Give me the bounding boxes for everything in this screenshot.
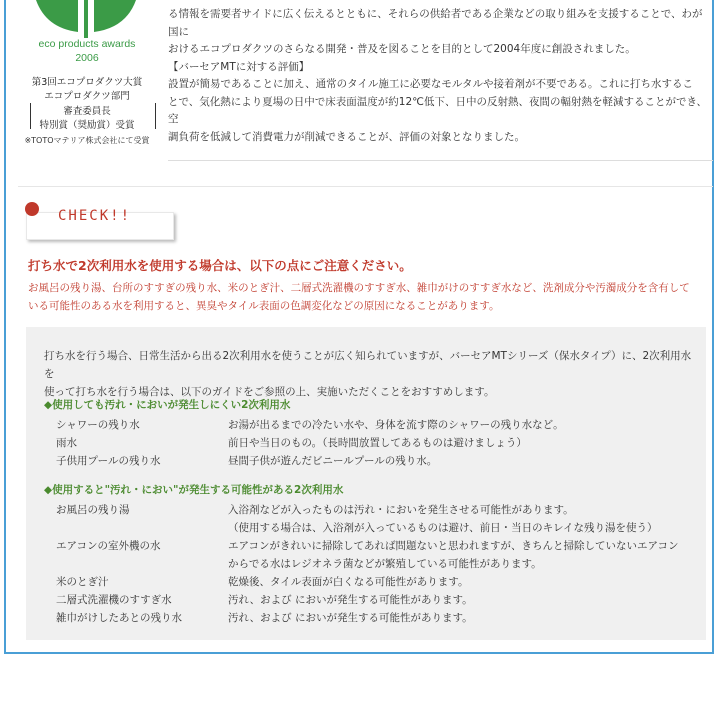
evaluation-heading: 【バーセアMTに対する評価】 bbox=[168, 60, 310, 73]
warning-line: お風呂の残り湯、台所のすすぎの残り水、米のとぎ汁、二層式洗濯機のすすぎ水、雑巾がけのすすぎ水など、洗剤成分や汚濁成分を含有して bbox=[28, 282, 690, 294]
desc-line: 前日や当日のもの。（長時間放置してあるものは避けましょう） bbox=[228, 437, 527, 449]
water-desc bbox=[228, 435, 688, 453]
water-type: エアコンの室外機の水 bbox=[56, 540, 161, 552]
award-line-1: 第3回エコプロダクツ大賞 bbox=[31, 77, 143, 88]
guide-intro bbox=[44, 347, 694, 401]
award-english-title: eco products awards bbox=[38, 38, 136, 50]
desc-line: 乾燥後、タイル表面が白くなる可能性があります。 bbox=[228, 576, 469, 588]
water-type: お風呂の残り湯 bbox=[56, 504, 130, 516]
description-line: 調負荷を低減して消費電力が削減できることが、評価の対象となりました。 bbox=[168, 130, 525, 143]
desc-line: 入浴剤などが入ったものは汚れ・においを発生させる可能性があります。 bbox=[228, 504, 574, 516]
guide-intro-line: 使って打ち水を行う場合は、以下のガイドをご参照の上、実施いただくことをおすすめします。 bbox=[44, 386, 495, 398]
award-line-4: 特別賞（奨励賞）受賞 bbox=[39, 120, 135, 131]
water-type: 子供用プールの残り水 bbox=[56, 455, 161, 467]
desc-line: からでる水はレジオネラ菌などが繁殖している可能性があります。 bbox=[228, 557, 542, 570]
award-line-2: エコプロダクツ部門 bbox=[44, 91, 130, 102]
desc-line: （使用する場合は、入浴剤が入っているものは避け、前日・当日のキレイな残り湯を使う） bbox=[228, 521, 658, 534]
check-text: CHECK!! bbox=[58, 208, 132, 224]
water-desc bbox=[228, 610, 688, 628]
water-desc bbox=[228, 453, 688, 471]
description-line: おけるエコプロダクツのさらなる開発・普及を図ることを目的として2004年度に創設されました。 bbox=[168, 43, 636, 55]
eco-award-badge bbox=[6, 0, 168, 150]
water-type: 雑巾がけしたあとの残り水 bbox=[56, 612, 182, 624]
water-desc bbox=[228, 574, 688, 592]
water-type: 米のとぎ汁 bbox=[56, 576, 109, 588]
water-desc bbox=[228, 417, 688, 435]
check-label-tag bbox=[18, 202, 174, 240]
award-line-3: 審査委員長 bbox=[63, 106, 111, 117]
award-description bbox=[168, 6, 713, 146]
award-note: ※TOTOマテリア株式会社にて受賞 bbox=[24, 136, 150, 145]
award-year: 2006 bbox=[75, 52, 99, 64]
divider bbox=[18, 186, 713, 187]
warning-body bbox=[28, 280, 703, 315]
warning-title: 打ち水で2次利用水を使用する場合は、以下の点にご注意ください。 bbox=[28, 258, 412, 273]
description-line: る情報を需要者サイドに広く伝えるとともに、それらの供給者である企業などの取り組みを支援することで、わが国に bbox=[168, 8, 703, 38]
desc-line: 昼間子供が遊んだビニールプールの残り水。 bbox=[228, 455, 438, 467]
description-line: とで、気化熱により夏場の日中で床表面温度が約12℃低下、日中の反射熱、夜間の輻射熱を軽減することができ、空 bbox=[168, 95, 708, 125]
desc-line: お湯が出るまでの冷たい水や、身体を流す際のシャワーの残り水など。 bbox=[228, 419, 564, 431]
desc-line: 汚れ、および においが発生する可能性があります。 bbox=[228, 594, 473, 606]
divider bbox=[168, 160, 713, 161]
water-desc bbox=[228, 592, 688, 610]
warning-line: いる可能性のある水を利用すると、異臭やタイル表面の色調変化などの原因になることがあります。 bbox=[28, 299, 500, 312]
water-desc bbox=[228, 502, 688, 537]
desc-line: 汚れ、および においが発生する可能性があります。 bbox=[228, 612, 473, 624]
description-line: 設置が簡易であることに加え、通常のタイル施工に必要なモルタルや接着剤が不要である。これに打ち水するこ bbox=[168, 78, 693, 90]
desc-line: エアコンがきれいに掃除してあれば問題ないと思われますが、きちんと掃除していないエアコン bbox=[228, 540, 679, 552]
leaf-logo-icon bbox=[26, 0, 146, 38]
water-desc bbox=[228, 538, 688, 573]
guide-intro-line: 打ち水を行う場合、日常生活から出る2次利用水を使うことが広く知られていますが、バーセアMTシリーズ（保水タイプ）に、2次利用水を bbox=[44, 350, 692, 380]
safe-water-heading: ◆使用しても汚れ・においが発生しにくい2次利用水 bbox=[44, 399, 291, 411]
water-type: シャワーの残り水 bbox=[56, 419, 140, 431]
water-type: 雨水 bbox=[56, 437, 77, 449]
water-type: 二層式洗濯機のすすぎ水 bbox=[56, 594, 172, 606]
guide-box bbox=[26, 327, 706, 640]
risk-water-heading: ◆使用すると"汚れ・におい"が発生する可能性がある2次利用水 bbox=[44, 484, 344, 496]
pushpin-icon bbox=[25, 202, 39, 216]
content-frame bbox=[4, 0, 714, 654]
